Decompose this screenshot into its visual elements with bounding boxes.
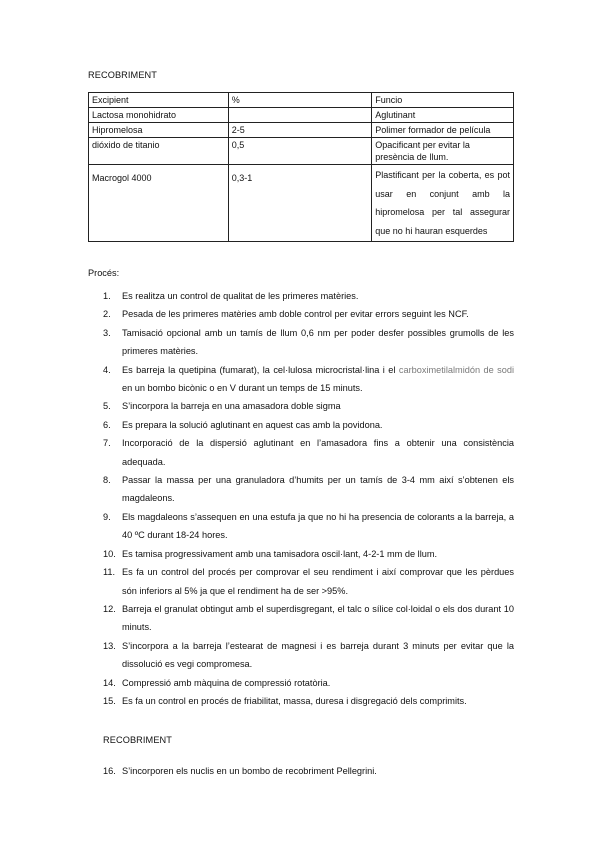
list-item [103, 434, 514, 471]
list-item [103, 361, 514, 398]
list-item [103, 563, 514, 600]
step-number: 10. [103, 548, 116, 559]
step-text: en un bombo bicònic o en V durant un temps de 15 minuts. [122, 383, 363, 394]
step-number: 1. [103, 291, 111, 301]
step-number: 8. [103, 475, 111, 486]
table-cell: 2-5 [228, 123, 372, 138]
table-cell: Polimer formador de película [372, 123, 514, 138]
step-text: Es prepara la solució aglutinant en aquest cas amb la povidona. [122, 419, 383, 430]
step-number: 5. [103, 401, 111, 412]
table-cell: dióxido de titanio [89, 138, 229, 165]
table-cell [228, 108, 372, 123]
table-cell: Opacificant per evitar la presència de llum. [372, 138, 514, 165]
table-header-cell: Excipient [89, 93, 229, 108]
step-number: 3. [103, 327, 111, 338]
step-text: Es realitza un control de qualitat de les primeres matèries. [122, 291, 359, 301]
step-text: S’incorporen els nuclis en un bombo de recobriment Pellegrini. [122, 766, 377, 776]
table-cell: Lactosa monohidrato [89, 108, 229, 123]
list-item [103, 674, 514, 692]
table-cell: Aglutinant [372, 108, 514, 123]
proces-label: Procés: [88, 268, 120, 278]
step-number: 15. [103, 695, 116, 706]
step-text: S’incorpora a la barreja l’estearat de magnesi i es barreja durant 3 minuts per evitar que la dissolució es vegi compromesa. [122, 640, 514, 670]
step-number: 4. [103, 364, 111, 375]
list-item [103, 287, 514, 305]
step-text: Es fa un control del procés per comprovar el seu rendiment i així comprovar que les pèrdues són inferiors al 5% ja que el rendiment ha de ser >95%. [122, 567, 514, 596]
list-item [103, 397, 514, 415]
list-item [103, 692, 514, 710]
step-number: 12. [103, 603, 116, 614]
table-row [89, 138, 514, 165]
list-item [103, 324, 514, 361]
step-text: S’incorpora la barreja en una amasadora doble sigma [122, 401, 341, 412]
step-text: Es tamisa progressivament amb una tamisadora oscil·lant, 4-2-1 mm de llum. [122, 548, 438, 559]
step-text: Es fa un control en procés de friabilitat, massa, duresa i disgregació dels comprimits. [122, 695, 467, 706]
step-text: Passar la massa per una granuladora d’humits per un tamís de 3-4 mm així s’obtenen els magdaleons. [122, 475, 514, 504]
step-number: 7. [103, 438, 111, 449]
table-cell: Plastificant per la coberta, es pot usar en conjunt amb la hipromelosa per tal assegurar que no hi hauran esquerdes [372, 165, 514, 242]
excipient-table [88, 92, 514, 242]
step-text: Tamisació opcional amb un tamís de llum 0,6 nm per poder desfer possibles grumolls de les primeres matèries. [122, 327, 514, 357]
process-steps-list [103, 287, 514, 710]
table-row [89, 123, 514, 138]
table-cell: 0,3-1 [228, 165, 372, 242]
table-cell: 0,5 [228, 138, 372, 165]
list-item [103, 600, 514, 637]
table-row [89, 165, 514, 242]
section-heading-recobriment-2: RECOBRIMENT [103, 735, 172, 745]
step-number: 14. [103, 677, 116, 688]
step-number: 6. [103, 419, 111, 430]
coating-steps-list [103, 762, 514, 780]
step-number: 16. [103, 766, 116, 776]
step-number: 13. [103, 640, 116, 651]
step-number: 11. [103, 567, 116, 578]
step-number: 2. [103, 309, 111, 320]
table-cell: Macrogol 4000 [89, 165, 229, 242]
step-text: Es barreja la quetipina (fumarat), la cel·lulosa microcristal·lina i el [122, 364, 399, 375]
table-cell: Hipromelosa [89, 123, 229, 138]
list-item [103, 471, 514, 508]
step-number: 9. [103, 511, 111, 522]
step-text: Compressió amb màquina de compressió rotatòria. [122, 677, 331, 688]
step-text: Els magdaleons s’assequen en una estufa ja que no hi ha presencia de colorants a la barreja, a 40 ºC durant 18-24 hores. [122, 511, 514, 541]
step-text: Incorporació de la dispersió aglutinant en l’amasadora fins a obtenir una consistència adequada. [122, 438, 514, 467]
step-text-muted: carboximetilalmidón de sodi [398, 364, 515, 375]
step-text: Barreja el granulat obtingut amb el superdisgregant, el talc o sílice col·loidal o els dos durant 10 minuts. [122, 603, 514, 633]
table-header-cell: Funcio [372, 93, 514, 108]
section-heading-recobriment: RECOBRIMENT [88, 70, 157, 80]
step-text: Pesada de les primeres matèries amb doble control per evitar errors seguint les NCF. [122, 309, 469, 320]
list-item [103, 508, 514, 545]
table-header-row [89, 93, 514, 108]
table-row [89, 108, 514, 123]
list-item [103, 416, 514, 434]
list-item [103, 305, 514, 323]
list-item [103, 545, 514, 563]
list-item [103, 637, 514, 674]
list-item [103, 762, 514, 780]
table-header-cell: % [228, 93, 372, 108]
